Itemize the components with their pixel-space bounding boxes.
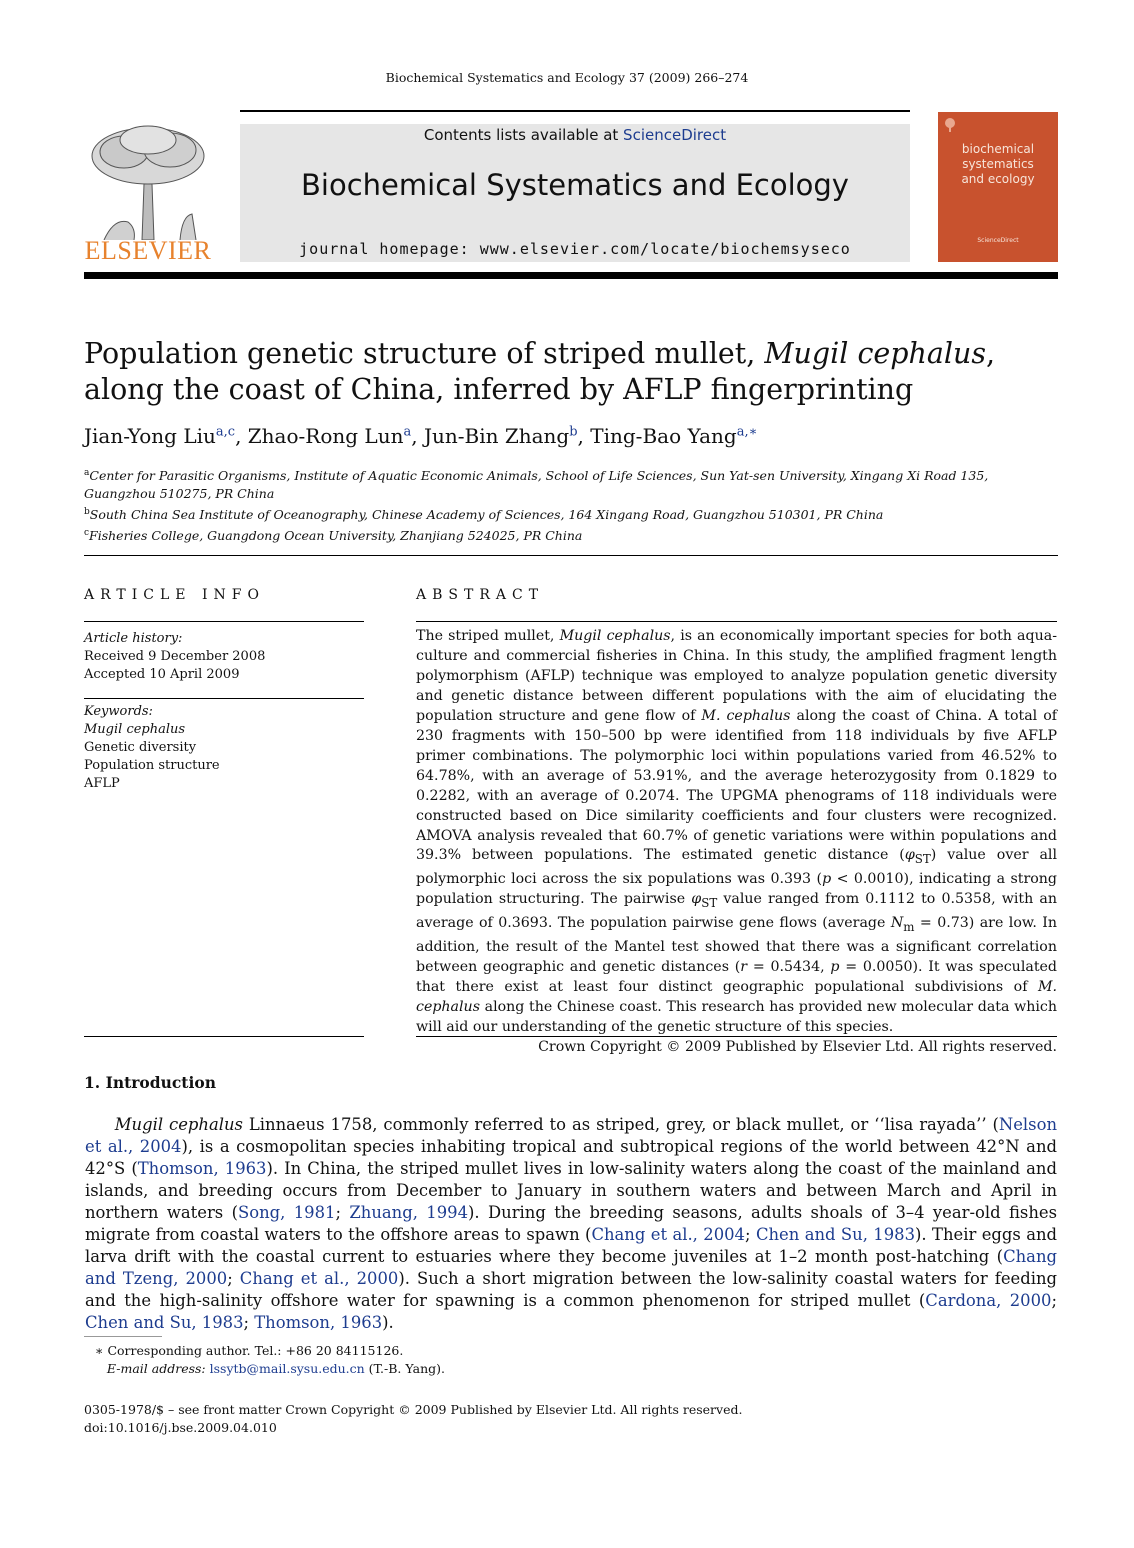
running-head: Biochemical Systematics and Ecology 37 (2009) 266–274 xyxy=(385,70,749,85)
email-label: E-mail address: xyxy=(106,1361,210,1376)
author-name[interactable]: Jun-Bin Zhang xyxy=(423,424,570,448)
journal-homepage[interactable]: journal homepage: www.elsevier.com/locate/biochemsyseco xyxy=(299,240,851,258)
journal-title: Biochemical Systematics and Ecology xyxy=(301,168,849,202)
elsevier-tree-icon xyxy=(84,122,212,240)
info-rule-top xyxy=(84,621,364,622)
title-rule xyxy=(84,555,1058,556)
author-separator: , xyxy=(577,424,591,448)
abstract-rule-top xyxy=(416,621,1057,622)
cover-tree-icon xyxy=(943,118,957,132)
keywords-block xyxy=(84,703,364,793)
author-affiliation-mark[interactable]: a,c xyxy=(215,424,236,440)
abstract-copyright: Crown Copyright © 2009 Published by Elsevier Ltd. All rights reserved. xyxy=(538,1038,1057,1055)
affiliation-mark: b xyxy=(84,507,90,518)
citation-link[interactable]: Chang and Tzeng, 2000 xyxy=(85,1247,1057,1288)
header-rule xyxy=(240,110,910,112)
email-suffix: (T.-B. Yang). xyxy=(364,1361,446,1376)
citation-link[interactable]: Chen and Su, 1983 xyxy=(85,1313,244,1332)
affiliation-mark: a xyxy=(84,468,90,478)
citation-link[interactable]: Cardona, 2000 xyxy=(925,1291,1052,1310)
keyword-item: Genetic diversity xyxy=(84,740,197,755)
citation-link[interactable]: Nelson et al., 2004 xyxy=(85,1115,1058,1156)
author-list xyxy=(84,424,1058,448)
accepted-date: Accepted 10 April 2009 xyxy=(84,667,240,682)
article-info-heading: ARTICLE INFO xyxy=(84,587,265,603)
email-link[interactable]: lssytb@mail.sysu.edu.cn xyxy=(209,1361,365,1376)
affiliation-text: Fisheries College, Guangdong Ocean University, Zhanjiang 524025, PR China xyxy=(89,528,583,544)
author-separator: , xyxy=(235,424,248,448)
author-name[interactable]: Zhao-Rong Lun xyxy=(247,424,404,448)
cover-title xyxy=(938,142,1058,187)
email-note xyxy=(95,1360,995,1378)
author-affiliation-mark[interactable]: b xyxy=(569,424,578,440)
citation-link[interactable]: Chang et al., 2004 xyxy=(591,1225,745,1244)
author-name[interactable]: Jian-Yong Liu xyxy=(84,424,216,448)
sciencedirect-link[interactable]: ScienceDirect xyxy=(623,126,727,144)
introduction-paragraph: Mugil cephalus Linnaeus 1758, commonly referred to as striped, grey, or black mullet, or ‘‘lisa rayada’’ (Nelson et al., 2004), is a cosmopolitan species inhabiting tropical and subtropical regions of the world between 42°N and 42°S (Thomson, 1963). In China, the striped mullet lives in low-salinity waters along the coast of the mainland and islands, and breeding occurs from December to January in southern waters and between March and April in northern waters (Song, 1981; Zhuang, 1994). During the breeding seasons, adults shoals of 3–4 year-old fishes migrate from coastal waters to the offshore areas to spawn (Chang et al., 2004; Chen and Su, 1983). Their eggs and larva drift with the coastal current to estuaries where they become juveniles at 1–2 month post-hatching (Chang and Tzeng, 2000; Chang et al., 2000). Such a short migration between the low-salinity coastal waters for feeding and the high-salinity offshore water for spawning is a common phenomenon for striped mullet (Cardona, 2000; Chen and Su, 1983; Thomson, 1963). xyxy=(85,1115,1058,1332)
author-affiliation-mark[interactable]: a,∗ xyxy=(736,424,758,440)
issn-line: 0305-1978/$ – see front matter Crown Copyright © 2009 Published by Elsevier Ltd. All rights reserved. xyxy=(84,1402,743,1417)
cover-publisher: ScienceDirect xyxy=(977,237,1019,244)
keyword-item: Population structure xyxy=(84,758,220,773)
affiliation-a xyxy=(84,464,1058,503)
keywords-label: Keywords: xyxy=(84,704,153,719)
citation-link[interactable]: Chang et al., 2000 xyxy=(239,1269,399,1288)
contents-line xyxy=(240,126,910,144)
cover-line-3: and ecology xyxy=(961,172,1035,186)
affiliation-text: South China Sea Institute of Oceanography, Chinese Academy of Sciences, 164 Xingang Road, Guangzhou 510301, PR China xyxy=(89,507,884,523)
footnotes xyxy=(95,1342,995,1378)
footnote-rule xyxy=(84,1336,162,1337)
citation-link[interactable]: Thomson, 1963 xyxy=(137,1159,267,1178)
doi-line[interactable]: doi:10.1016/j.bse.2009.04.010 xyxy=(84,1420,277,1435)
section-heading-introduction: 1. Introduction xyxy=(84,1073,216,1092)
info-rule-mid xyxy=(84,698,364,699)
corresponding-author-note: ∗ Corresponding author. Tel.: +86 20 84115126. xyxy=(95,1343,404,1358)
affiliation-text: Center for Parasitic Organisms, Institute of Aquatic Economic Animals, School of Life Sciences, Sun Yat-sen University, Xingang Xi Road 135, Guangzhou 510275, PR China xyxy=(84,468,989,502)
citation-link[interactable]: Zhuang, 1994 xyxy=(349,1203,469,1222)
abstract-heading: ABSTRACT xyxy=(416,587,545,603)
title-part-1: Population genetic structure of striped mullet, xyxy=(84,337,765,370)
citation-link[interactable]: Song, 1981 xyxy=(238,1203,336,1222)
affiliation-b xyxy=(84,503,1058,524)
history-label: Article history: xyxy=(84,631,183,646)
affiliations xyxy=(84,464,1058,545)
elsevier-logo xyxy=(84,122,212,264)
received-date: Received 9 December 2008 xyxy=(84,649,266,664)
title-species: Mugil cephalus xyxy=(764,337,986,370)
title-part-2: , along the coast of China, inferred by AFLP fingerprinting xyxy=(84,337,996,406)
journal-banner xyxy=(240,124,910,262)
citation-link[interactable]: Chen and Su, 1983 xyxy=(755,1225,916,1244)
page-footer xyxy=(84,1401,984,1437)
header-thick-rule xyxy=(84,272,1058,279)
cover-line-2: systematics xyxy=(962,157,1034,171)
affiliation-c xyxy=(84,524,1058,545)
cover-line-1: biochemical xyxy=(961,142,1035,156)
author-name[interactable]: Ting-Bao Yang xyxy=(590,424,737,448)
info-rule-bottom xyxy=(84,1036,364,1037)
abstract-text: The striped mullet, Mugil cephalus, is an economically important species for both aquaculture and commercial fisheries in China. In this study, the amplified fragment length polymorphism (AFLP) technique was employed to analyze population genetic diversity and genetic distance between different populations with the aim of elucidating the population structure and gene flow of M. cephalus along the coast of China. A total of 230 fragments with 150–500 bp were identified from 118 individuals by five AFLP primer combinations. The polymorphic loci within populations varied from 46.52% to 64.78%, with an average of 53.91%, and the average heterozygosity from 0.1829 to 0.2282, with an average of 0.2074. The UPGMA phenograms of 118 individuals were constructed based on Dice similarity coefficients and four clusters were recognized. AMOVA analysis revealed that 60.7% of genetic variations were within populations and 39.3% between populations. The estimated genetic distance $(\varphi_{ST})$ value over all polymorphic loci across the six populations was 0.393 (p < 0.0010), indicating a strong population structuring. The pairwise $\varphi_{ST}$ value ranged from 0.1112 to 0.5358, with an average of 0.3693. The population pairwise gene flows (average $N_m = 0.73$) are low. In addition, the result of the Mantel test showed that there was a significant correlation between geographic and genetic distances (r = 0.5434, p = 0.0050). It was speculated that there exist at least four distinct geographic populational subdivisions of M. cephalus along the Chinese coast. This research has provided new molecular data which will aid our understanding of the genetic structure of this species. Crown Copyright © 2009 Published by Elsevier Ltd. All rights reserved. xyxy=(416,627,1057,1058)
author-separator: , xyxy=(411,424,424,448)
contents-prefix: Contents lists available at xyxy=(423,126,624,144)
keyword-item: AFLP xyxy=(84,776,120,791)
article-history xyxy=(84,630,364,684)
article-title xyxy=(84,336,1058,408)
affiliation-mark: c xyxy=(84,528,90,539)
author-affiliation-mark[interactable]: a xyxy=(403,424,412,440)
abstract-rule-bottom xyxy=(416,1036,1057,1037)
citation-link[interactable]: Thomson, 1963 xyxy=(254,1313,383,1332)
keyword-item: Mugil cephalus xyxy=(84,722,186,737)
elsevier-wordmark: ELSEVIER xyxy=(84,236,212,265)
journal-cover[interactable] xyxy=(938,112,1058,262)
